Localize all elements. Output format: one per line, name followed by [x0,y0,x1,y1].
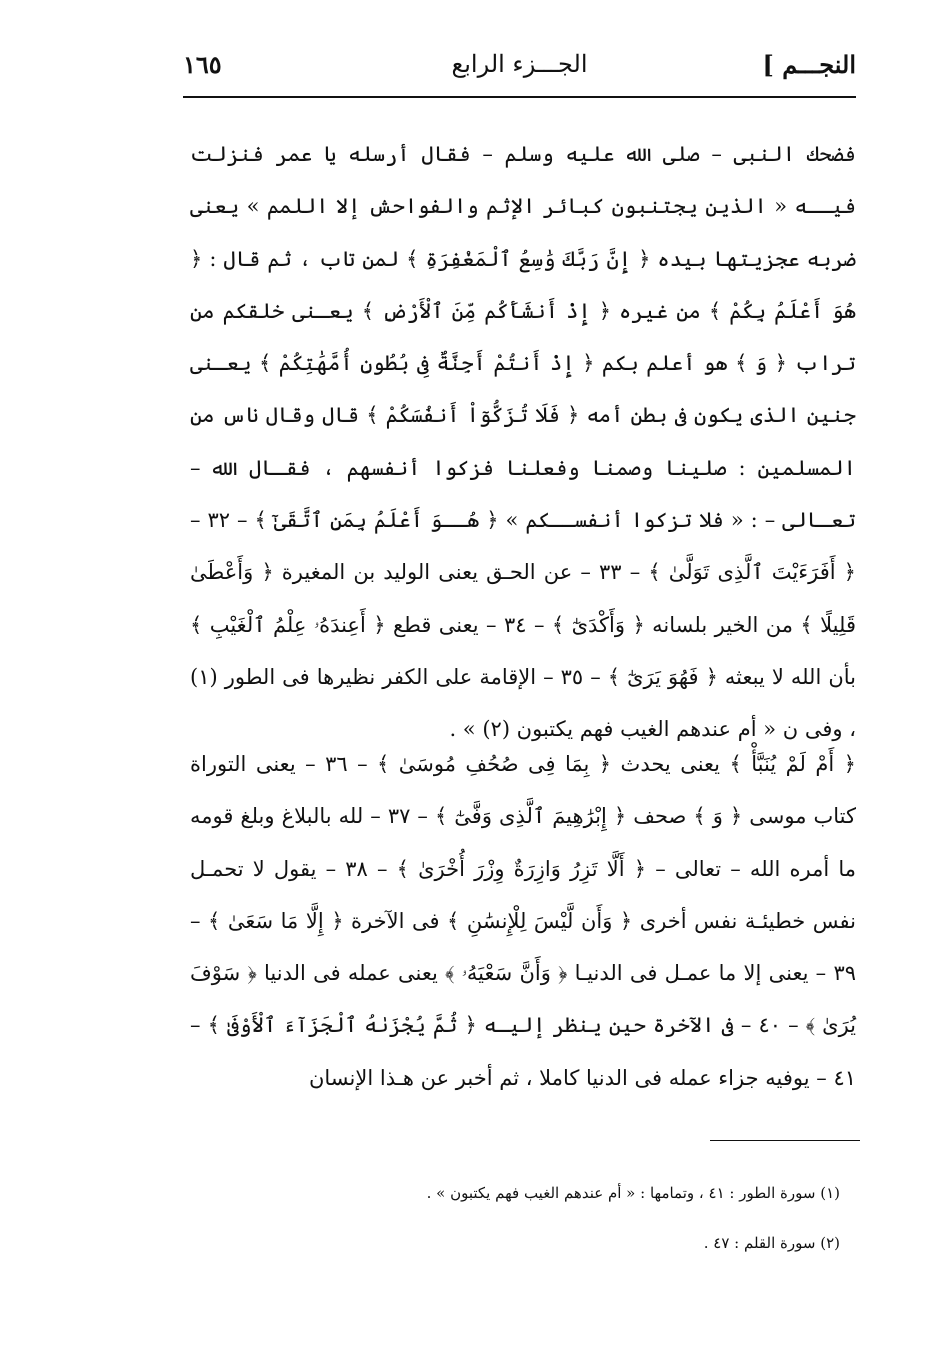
footnote: (٢) سورة القلم : ٤٧ . [703,1234,840,1252]
juz-label: الجـــزء الرابع [451,50,588,78]
commentary-block-2 [190,738,856,1104]
footnote-divider [710,1140,860,1141]
surah-name: النجـــم ] [762,50,856,79]
footnote: (١) سورة الطور : ٤١ ، وتمامها : « أم عندهم الغيب فهم يكتبون » . [426,1184,840,1202]
page-number: ١٦٥ [183,50,222,79]
body-paragraph: فضحك النبى – صلى الله عليه وسلم – فقال أرسله يا عمر فنزلت فيــه « الذين يجتنبون كبائر الإثم والفواحش إلا اللمم » يعنى ضربه عجزيتها بيده ﴿ إِنَّ رَبَّكَ وَٰسِعُ ٱلْمَغْفِرَةِ ﴾ لمن تاب ، ثم قال : ﴿ هُوَ أَعْلَمُ بِكُمْ ﴾ من غيره ﴿ إِذْ أَنشَأَكُم مِّنَ ٱلْأَرْضِ ﴾ يعـنى خلقكم من تراب ﴿ وَ ﴾ هو أعلم بكم ﴿ إِذْ أَنتُمْ أَجِنَّةٌ فِى بُطُونِ أُمَّهَٰتِكُمْ ﴾ يعـنى جنين الذى يكون فى بطن أمه ﴿ فَلَا تُزَكُّوٓاْ أَنفُسَكُمْ ﴾ قال وقال ناس من المسلمين : صلينا وصمنا وفعلنا فزكوا أنفسهم ، فقـال الله – تعـالى – : « فلا تزكوا أنفســكم » ﴿ هُــوَ أَعْلَمُ بِمَنِ ٱتَّقَىٰٓ ﴾ – ٣٢ – ﴿ أَفَرَءَيْتَ ٱلَّذِى تَوَلَّىٰ ﴾ – ٣٣ – عن الحـق يعنى الوليد بن المغيرة ﴿ وَأَعْطَىٰ قَلِيلًا ﴾ من الخير بلسانه ﴿ وَأَكْدَىٰٓ ﴾ – ٣٤ – يعنى قطع ﴿ أَعِندَهُۥ عِلْمُ ٱلْغَيْبِ ﴾ بأن الله لا يبعثه ﴿ فَهُوَ يَرَىٰٓ ﴾ – ٣٥ – الإقامة على الكفر نظيرها فى الطور (١) ، وفى ن « أم عندهم الغيب فهم يكتبون (٢) » . [190,142,857,742]
footnotes [280,1168,840,1268]
page-header [183,42,856,98]
commentary-block-1 [190,128,856,756]
header-rule [183,96,856,98]
body-paragraph: ﴿ أَمْ لَمْ يُنَبَّأْ ﴾ يعنى يحدث ﴿ بِمَا فِى صُحُفِ مُوسَىٰ ﴾ – ٣٦ – يعنى التوراة كتاب موسى ﴿ وَ ﴾ صحف ﴿ إِبْرَٰهِيمَ ٱلَّذِى وَفَّىٰٓ ﴾ – ٣٧ – لله بالبلاغ وبلغ قومه ما أمره الله – تعالى – ﴿ أَلَّا تَزِرُ وَازِرَةٌ وِزْرَ أُخْرَىٰ ﴾ – ٣٨ – يقول لا تحمـل نفس خطيئـة نفس أخرى ﴿ وَأَن لَّيْسَ لِلْإِنسَٰنِ ﴾ فى الآخرة ﴿ إِلَّا مَا سَعَىٰ ﴾ – ٣٩ – يعنى إلا ما عمـل فى الدنيـا ﴿ وَأَنَّ سَعْيَهُۥ ﴾ يعنى عمله فى الدنيا ﴿ سَوْفَ يُرَىٰ ﴾ – ٤٠ – فى الآخرة حين ينظر إليـه ﴿ ثُمَّ يُجْزَىٰهُ ٱلْجَزَآءَ ٱلْأَوْفَىٰ ﴾ – ٤١ – يوفيه جزاء عمله فى الدنيا كاملا ، ثم أخبر عن هـذا الإنسان [190,752,856,1090]
